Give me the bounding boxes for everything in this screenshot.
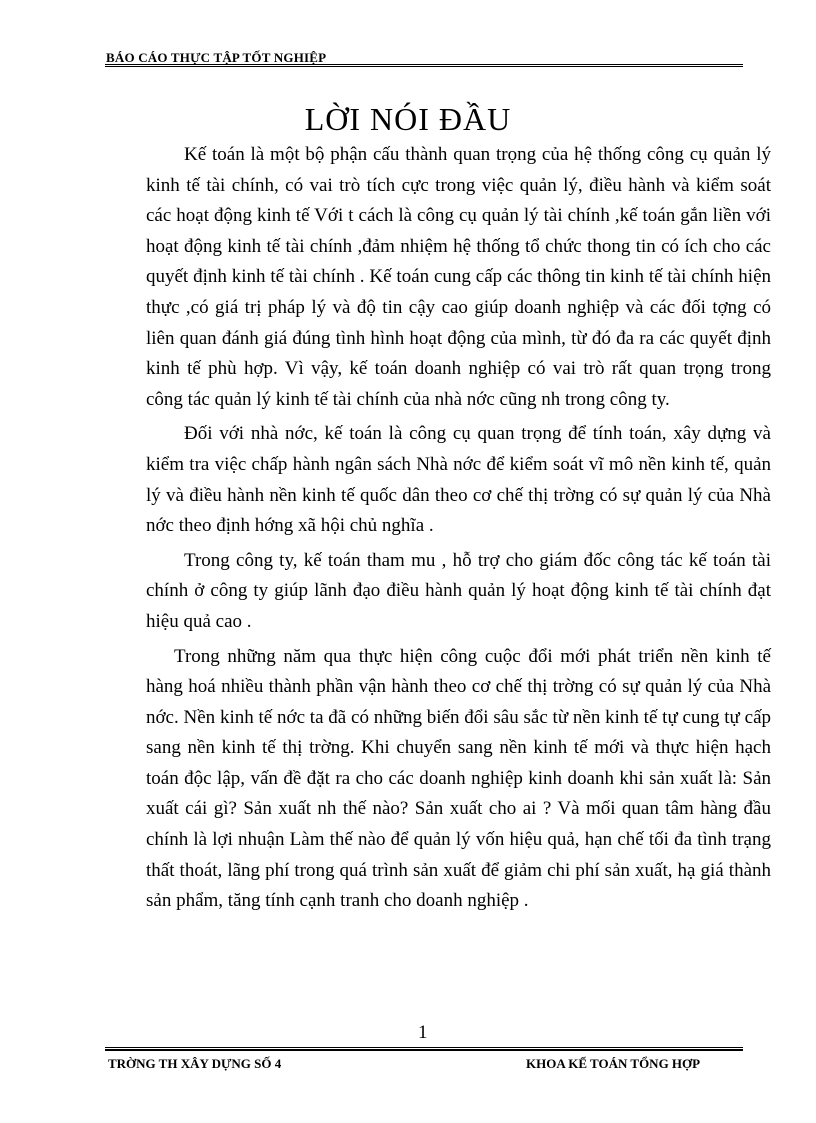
paragraph-4: Trong những năm qua thực hiện công cuộc đổi mới phát triển nền kinh tế hàng hoá nhiều thành phần vận hành theo cơ chế thị trờng có sự quản lý của Nhà nớc. Nền kinh tế nớc ta đã có những biến đổi sâu sắc từ nền kinh tế tự cung tự cấp sang nền kinh tế thị trờng. Khi chuyển sang nền kinh tế mới và thực hiện hạch toán độc lập, vấn đề đặt ra cho các doanh nghiệp kinh doanh khi sản xuất là: Sản xuất cái gì? Sản xuất nh thế nào? Sản xuất cho ai ? Và mối quan tâm hàng đầu chính là lợi nhuận Làm thế nào để quản lý vốn hiệu quả, hạn chế tối đa tình trạng thất thoát, lãng phí trong quá trình sản xuất để giảm chi phí sản xuất, hạ giá thành sản phẩm, tăng tính cạnh tranh cho doanh nghiệp . bbox=[146, 645, 771, 912]
footer-divider bbox=[105, 1047, 743, 1051]
paragraph-1: Kế toán là một bộ phận cấu thành quan trọng của hệ thống công cụ quản lý kinh tế tài chính, có vai trò tích cực trong việc quản lý, điều hành và kiểm soát các hoạt động kinh tế Với t cách là công cụ quản lý tài chính ,kế toán gắn liền với hoạt động kinh tế tài chính ,đảm nhiệm hệ thống tổ chức thong tin có ích cho các quyết định kinh tế tài chính . Kế toán cung cấp các thông tin kinh tế tài chính hiện thực ,có giá trị pháp lý và độ tin cậy cao giúp doanh nghiệp và các đối tợng có liên quan đánh giá đúng tình hình hoạt động của mình, từ đó đa ra các quyết định kinh tế phù hợp. Vì vậy, kế toán doanh nghiệp có vai trò rất quan trọng trong công tác quản lý kinh tế tài chính của nhà nớc cũng nh trong công ty. bbox=[146, 144, 771, 410]
document-body bbox=[146, 140, 771, 917]
header-divider bbox=[105, 64, 743, 67]
running-header-title: BÁO CÁO THỰC TẬP TỐT NGHIỆP bbox=[106, 50, 327, 65]
paragraph-2: Đối với nhà nớc, kế toán là công cụ quan trọng để tính toán, xây dựng và kiểm tra việc chấp hành ngân sách Nhà nớc để kiểm soát vĩ mô nền kinh tế, quản lý và điều hành nền kinh tế quốc dân theo cơ chế thị trờng có sự quản lý của Nhà nớc theo định hớng xã hội chủ nghĩa . bbox=[146, 423, 771, 537]
document-title: LỜI NÓI ĐẦU bbox=[304, 101, 512, 137]
footer-department-name: KHOA KẾ TOÁN TỔNG HỢP bbox=[526, 1056, 701, 1071]
page-number: 1 bbox=[418, 1022, 428, 1043]
paragraph-3: Trong công ty, kế toán tham mu , hỗ trợ cho giám đốc công tác kế toán tài chính ở công ty giúp lãnh đạo điều hành quản lý hoạt động kinh tế tài chính đạt hiệu quả cao . bbox=[146, 549, 771, 632]
footer-school-name: TRỜNG TH XÂY DỰNG SỐ 4 bbox=[108, 1056, 282, 1071]
